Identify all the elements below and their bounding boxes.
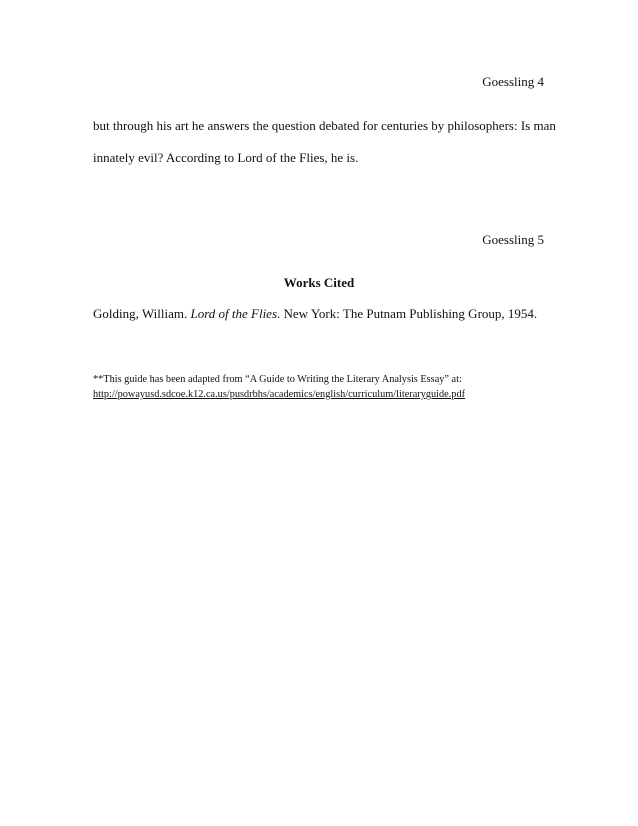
citation-title: Lord of the Flies [190,306,278,321]
footnote-source-link[interactable]: http://powayusd.sdcoe.k12.ca.us/pusdrbhs/academics/english/curriculum/literaryguide.pdf [93,389,466,400]
works-cited-entry [93,306,537,322]
footnote-text: **This guide has been adapted from “A Guide to Writing the Literary Analysis Essay” at: [93,374,462,385]
works-cited-heading: Works Cited [283,275,355,290]
body-text-line-2: innately evil? According to Lord of the Flies, he is. [93,150,359,165]
citation-publication: . New York: The Putnam Publishing Group, 1954. [277,306,538,321]
citation-author: Golding, William. [93,306,191,321]
body-text-line-1: but through his art he answers the question debated for centuries by philosophers: Is man [93,118,556,133]
running-header-page-4: Goessling 4 [482,74,544,89]
running-header-page-5: Goessling 5 [482,232,544,247]
